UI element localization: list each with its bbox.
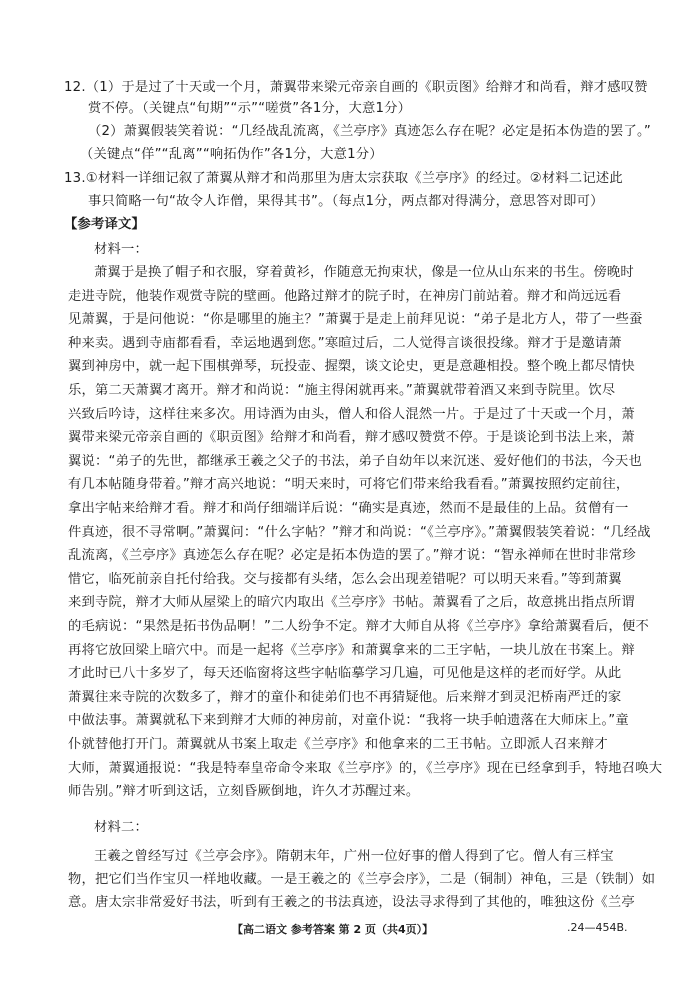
m1-line: 乱流离，《兰亭序》真迹怎么存在呢？必定是拓本伪造的罢了。”辩才说：“智永禅师在世时非常珍	[68, 548, 636, 564]
material-1-label: 材料一：	[94, 242, 148, 257]
m1-line: 翼说：“弟子的先世，都继承王羲之父子的书法，弟子自幼年以来沉迷、爱好他们的书法，今天也	[68, 453, 642, 469]
m1-line: 乐，第二天萧翼才离开。辩才和尚说：“施主得闲就再来。”萧翼就带着酒又来到寺院里。饮尽	[68, 383, 616, 398]
material-2-label: 材料二：	[94, 820, 148, 835]
m2-line: 物，把它们当作宝贝一样地收藏。一是王羲之的《兰亭会序》，二是（铜制）神龟，三是（铁制）如	[68, 872, 656, 888]
m1-line: 大师，萧翼通报说：“我是特奉皇帝命令来取《兰亭序》的，《兰亭序》现在已经拿到手，特地召唤大	[68, 760, 663, 776]
m1-line: 萧翼往来寺院的次数多了，辩才的童仆和徒弟们也不再猜疑他。后来辩才到灵汜桥南严迁的家	[68, 689, 622, 705]
m1-line: 的毛病说：“果然是拓书伪品啊！”二人纷争不定。辩才大师自从将《兰亭序》拿给萧翼看后，便不	[68, 619, 650, 634]
answer-13-line-1: 13.①材料一详细记叙了萧翼从辩才和尚那里为唐太宗获取《兰亭序》的经过。②材料二记述此	[64, 171, 623, 186]
footer-code: .24—454B.	[567, 921, 628, 934]
m1-line: 中做法事。萧翼就私下来到辩才大师的神房前，对童仆说：“我将一块手帕遗落在大师床上。”童	[68, 713, 629, 729]
translation-heading: 【参考译文】	[64, 217, 145, 232]
m1-line: 种来卖。遇到寺庙都看看，幸运地遇到您。”寒暄过后，二人觉得言谈很投缘。辩才于是邀请萧	[68, 335, 622, 351]
page-footer	[0, 921, 699, 941]
footer-page-info: 【高二语文 参考答案 第 2 页（共4页）】	[232, 923, 434, 936]
answer-12-2-line-2: （关键点“佯”“乱离”“响拓伪作”各1分，大意1分）	[80, 147, 383, 162]
m1-line: 来到寺院，辩才大师从屋梁上的暗穴内取出《兰亭序》书帖。萧翼看了之后，故意挑出指点所谓	[68, 595, 635, 611]
answer-12-1-line-2: 赏不停。（关键点“旬期”“示”“嗟赏”各1分，大意1分）	[88, 101, 412, 116]
answer-13-line-2: 事只简略一句“故令人诈僧，果得其书”。（每点1分，两点都对得满分，意思答对即可）	[88, 194, 604, 209]
m1-line: 兴致后吟诗，这样往来多次。用诗酒为由头，僧人和俗人混然一片。于是过了十天或一个月，萧	[68, 406, 635, 422]
m2-line: 意。唐太宗非常爱好书法，听到有王羲之的书法真迹，设法寻求得到了其他的，唯独这份《兰亭	[68, 895, 635, 911]
m1-line: 惜它，临死前亲自托付给我。交与接都有头绪，怎么会出现差错呢？可以明天来看。”等到萧翼	[68, 571, 622, 587]
answer-12-1-line-1: 12.（1）于是过了十天或一个月，萧翼带来梁元帝亲自画的《职贡图》给辩才和尚看，辩才感叹赞	[64, 80, 648, 95]
m1-line: 萧翼于是换了帽子和衣服，穿着黄衫，作随意无拘束状，像是一位从山东来的书生。傍晚时	[94, 265, 634, 280]
m1-line: 翼带来梁元帝亲自画的《职贡图》给辩才和尚看，辩才感叹赞赏不停。于是谈论到书法上来，萧	[68, 430, 635, 446]
m1-line: 仆就替他打开门。萧翼就从书案上取走《兰亭序》和他拿来的二王书帖。立即派人召来辩才	[68, 737, 608, 752]
answer-12-2-line-1: （2）萧翼假装笑着说：“几经战乱流离，《兰亭序》真迹怎么存在呢？必定是拓本伪造的罢了。”	[88, 124, 651, 139]
m2-line: 王羲之曾经写过《兰亭会序》。隋朝末年，广州一位好事的僧人得到了它。僧人有三样宝	[94, 849, 614, 864]
m1-line: 翼到神房中，就一起下围棋弹琴，玩投壶、握槊，谈文论史，更是意趣相投。整个晚上都尽情快	[68, 359, 635, 375]
m1-line: 见萧翼，于是问他说：“你是哪里的施主？”萧翼于是走上前拜见说：“弟子是北方人，带了一些蚕	[68, 312, 643, 328]
m1-line: 师告别。”辩才听到这话，立刻昏厥倒地，许久才苏醒过来。	[68, 784, 420, 800]
m1-line: 再将它放回梁上暗穴中。而是一起将《兰亭序》和萧翼拿来的二王字帖，一块儿放在书案上。辩	[68, 642, 635, 658]
m1-line: 件真迹，很不寻常啊。”萧翼问：“什么字帖？”辩才和尚说：“《兰亭序》。”萧翼假装笑着说：“几经战	[68, 524, 651, 540]
m1-line: 才此时已八十多岁了，每天还临窗将这些字帖临摹学习几遍，可见他是这样的老而好学。从此	[68, 666, 622, 682]
m1-line: 有几本帖随身带着。”辩才高兴地说：“明天来时，可将它们带来给我看看。”萧翼按照约定前往，	[68, 477, 630, 493]
m1-line: 走进寺院，他装作观赏寺院的壁画。他路过辩才的院子时，在神房门前站着。辩才和尚远远看	[68, 288, 622, 304]
m1-line: 拿出字帖来给辩才看。辩才和尚仔细端详后说：“确实是真迹，然而不是最佳的上品。贫僧有一	[68, 501, 629, 516]
